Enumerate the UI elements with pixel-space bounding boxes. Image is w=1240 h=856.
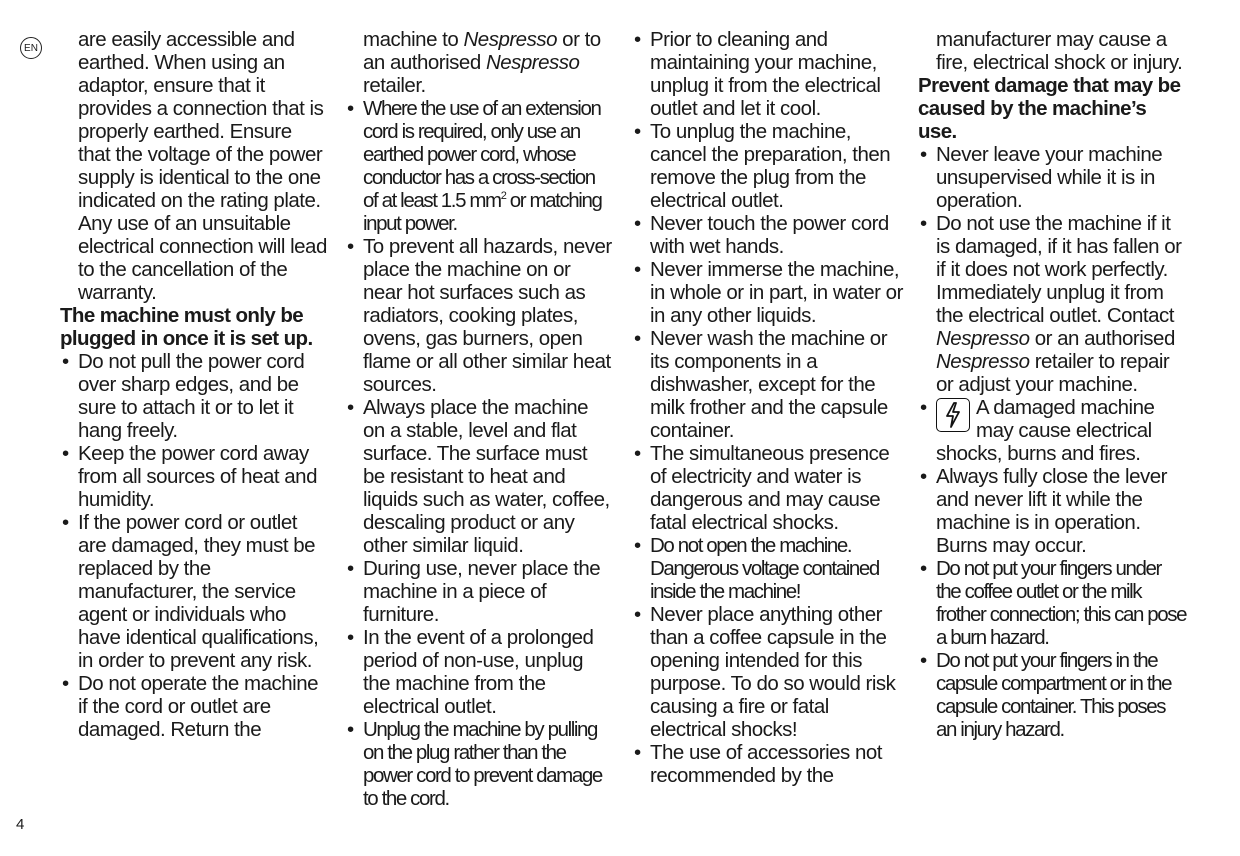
text: or matching input power. [363,189,602,235]
brand-name: Nespresso [936,350,1030,373]
list-item: • To prevent all hazards, never place the machine on or near hot surfaces such as radiators, cooking plates, ovens, gas burners, open flame or all other similar heat sources. [345,235,613,396]
brand-name: Nespresso [463,28,557,51]
column-2 [345,28,613,810]
electrical-hazard-icon [936,398,970,432]
list-item: • Do not put your fingers in the capsule compartment or in the capsule container. This poses an injury hazard. [918,649,1188,741]
list-item: • Do not operate the machine if the cord or outlet are damaged. Return the [60,672,328,741]
page-number: 4 [16,816,25,833]
language-badge: EN [20,37,42,59]
list-item: • Do not put your fingers under the coffee outlet or the milk frother connection; this can pose a burn hazard. [918,557,1188,649]
lightning-bolt-icon [943,402,963,428]
list-item: • Always fully close the lever and never lift it while the machine is in operation. Burns may occur. [918,465,1188,557]
list-item: • The use of accessories not recommended by the [632,741,904,787]
text: or to an authorised [363,28,601,74]
column-3 [632,28,904,787]
text: retailer to repair or adjust your machine. [936,350,1170,396]
col2-bullet-list [345,97,613,810]
text: Where the use of an extension cord is required, only use an earthed power cord, whose conductor has a cross-section of at least 1.5 mm [363,97,601,212]
list-item: • During use, never place the machine in a piece of furniture. [345,557,613,626]
list-item: • To unplug the machine, cancel the preparation, then remove the plug from the electrical outlet. [632,120,904,212]
list-item: • In the event of a prolonged period of non-use, unplug the machine from the electrical outlet. [345,626,613,718]
col1-bullet-list [60,350,328,741]
list-item: • Never touch the power cord with wet hands. [632,212,904,258]
text: or an authorised [1029,327,1175,350]
list-item: • Never leave your machine unsupervised while it is in operation. [918,143,1188,212]
brand-name: Nespresso [936,327,1030,350]
column-1 [60,28,328,741]
list-item: • Never wash the machine or its components in a dishwasher, except for the milk frother and the capsule container. [632,327,904,442]
list-item: • Do not open the machine. Dangerous voltage contained inside the machine! [632,534,904,603]
list-item [345,97,613,235]
col1-intro: are easily accessible and earthed. When using an adaptor, ensure that it provides a connection that is properly earthed. Ensure that the voltage of the power supply is identical to the one indicated on the rating plate. Any use of an unsuitable electrical connection will lead to the cancellation of the warranty. [78,28,327,304]
col4-bullet-list [918,143,1188,741]
superscript: 2 [500,190,506,203]
text: Do not use the machine if it is damaged, if it has fallen or if it does not work perfectly. Immediately unplug it from the electrical outlet. Contact [936,212,1182,327]
list-item: • Never immerse the machine, in whole or in part, in water or in any other liquids. [632,258,904,327]
col4-heading: Prevent damage that may be caused by the machine’s use. [918,74,1181,143]
list-item: • If the power cord or outlet are damaged, they must be replaced by the manufacturer, the service agent or individuals who have identical qualifications, in order to prevent any risk. [60,511,328,672]
text: machine to [363,28,464,51]
brand-name: Nespresso [485,51,580,74]
col1-heading: The machine must only be plugged in once it is set up. [60,304,313,350]
list-item: • Unplug the machine by pulling on the plug rather than the power cord to prevent damage to the cord. [345,718,613,810]
list-item: • Prior to cleaning and maintaining your machine, unplug it from the electrical outlet and let it cool. [632,28,904,120]
list-item: • Always place the machine on a stable, level and flat surface. The surface must be resistant to heat and liquids such as water, coffee, descaling product or any other similar liquid. [345,396,613,557]
list-item [918,396,1188,465]
list-item: • Keep the power cord away from all sources of heat and humidity. [60,442,328,511]
list-item [918,212,1188,396]
col4-intro: manufacturer may cause a fire, electrical shock or injury. [936,28,1183,74]
text: A damaged machine may cause electrical shocks, burns and fires. [936,396,1155,465]
list-item: • Never place anything other than a coffee capsule in the opening intended for this purpose. To do so would risk causing a fire or fatal electrical shocks! [632,603,904,741]
col3-bullet-list [632,28,904,787]
list-item: • The simultaneous presence of electricity and water is dangerous and may cause fatal electrical shocks. [632,442,904,534]
list-item: • Do not pull the power cord over sharp edges, and be sure to attach it or to let it hang freely. [60,350,328,442]
col2-intro [345,28,613,97]
column-4 [918,28,1188,741]
text: retailer. [363,74,426,97]
